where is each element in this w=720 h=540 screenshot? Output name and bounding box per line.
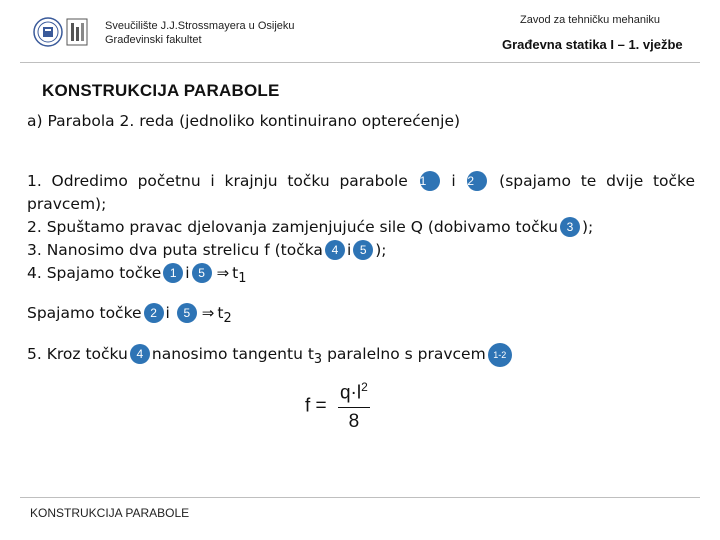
sag-formula — [305, 380, 370, 433]
implies-arrow-icon: ⇒ — [216, 264, 230, 282]
step-1-line: 1. Odredimo početnu i krajnju točku parabole 1 i 2 (spajamo te dvije točke — [27, 172, 696, 190]
formula-fraction — [338, 380, 370, 433]
point-5-badge: 5 — [353, 240, 373, 260]
point-5-badge: 5 — [192, 263, 212, 283]
course-title: Građevna statika I – 1. vježbe — [502, 37, 683, 52]
page-title: KONSTRUKCIJA PARABOLE — [42, 81, 280, 100]
step-2-line: 2. Spuštamo pravac djelovanja zamjenjujuće sile Q (dobivamo točku 3 ); — [27, 218, 594, 236]
step-4b-line: Spajamo točke 2 i 5 ⇒ $t_2$ — [27, 304, 232, 327]
point-5-badge: 5 — [177, 303, 197, 323]
footer-text: KONSTRUKCIJA PARABOLE — [30, 506, 190, 520]
faculty-name: Građevinski fakultet — [105, 34, 202, 46]
formula-denominator: 8 — [348, 411, 360, 433]
point-4-badge: 4 — [130, 344, 150, 364]
header-divider — [20, 62, 700, 63]
step-4-line: 4. Spajamo točke 1 i 5 ⇒ $t_1$ — [27, 264, 247, 287]
point-2-badge: 2 — [467, 171, 487, 191]
line-1-2-badge: 1-2 — [488, 343, 512, 367]
implies-arrow-icon: ⇒ — [201, 304, 215, 322]
step-1-line-cont: pravcem); — [27, 195, 107, 213]
university-name: Sveučilište J.J.Strossmayera u Osijeku — [105, 20, 295, 32]
point-1-badge: 1 — [163, 263, 183, 283]
point-3-badge: 3 — [560, 217, 580, 237]
formula-numerator: $q\cdot l^2$ — [338, 380, 370, 408]
point-1-badge: 1 — [420, 171, 440, 191]
subtitle: a) Parabola 2. reda (jednoliko kontinuirano opterećenje) — [27, 112, 461, 130]
step-3-line: 3. Nanosimo dva puta strelicu f (točka 4 i 5 ); — [27, 241, 387, 259]
steps-block — [27, 170, 695, 290]
formula-lhs: f = — [305, 395, 327, 417]
department-name: Zavod za tehničku mehaniku — [520, 14, 661, 26]
point-4-badge: 4 — [325, 240, 345, 260]
university-seal-icon — [33, 16, 63, 48]
footer-divider — [20, 497, 700, 498]
point-2-badge: 2 — [144, 303, 164, 323]
faculty-logo-icon — [66, 18, 88, 46]
step-5-line: 5. Kroz točku 4 nanosimo tangentu $t_3$ paralelno s pravcem 1-2 — [27, 343, 514, 367]
